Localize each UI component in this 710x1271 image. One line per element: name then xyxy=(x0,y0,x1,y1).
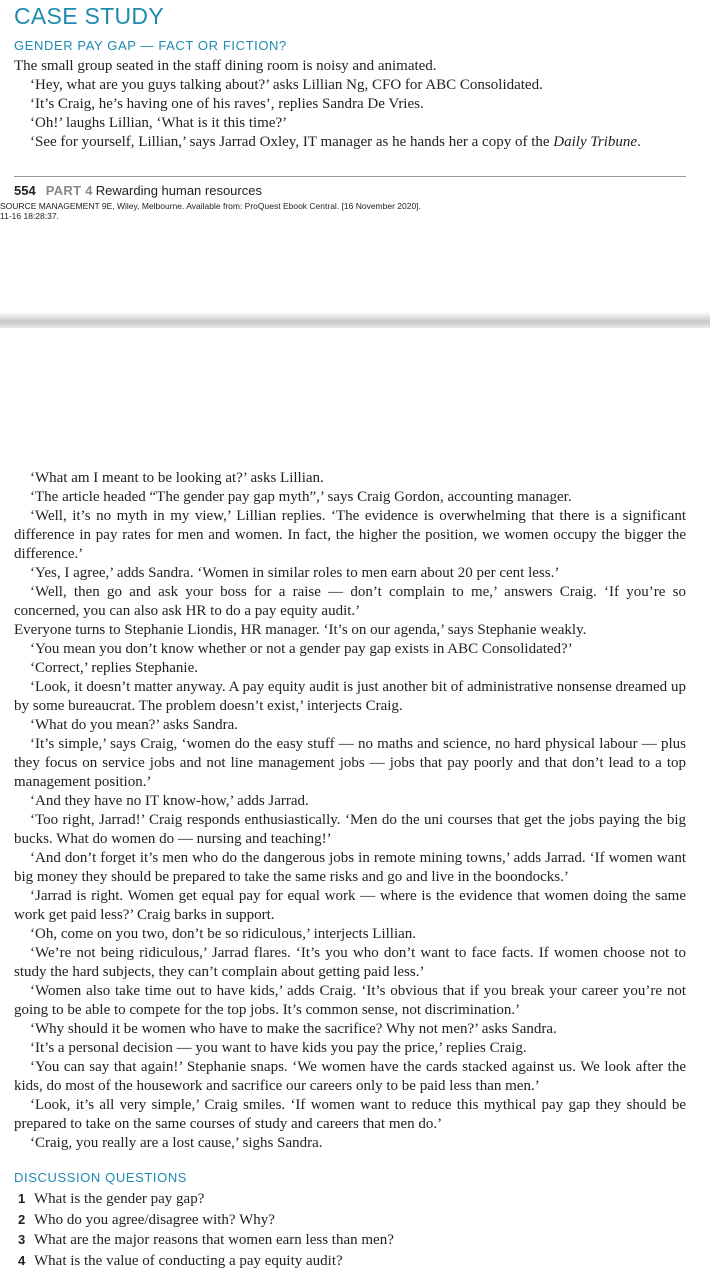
intro-paragraph: ‘Oh!’ laughs Lillian, ‘What is it this time?’ xyxy=(14,114,686,133)
part-label: PART 4 xyxy=(46,183,93,198)
story-paragraph: ‘It’s a personal decision — you want to have kids you pay the price,’ replies Craig. xyxy=(14,1039,686,1058)
story-paragraph: ‘What am I meant to be looking at?’ asks Lillian. xyxy=(14,469,686,488)
question-text: What is the gender pay gap? xyxy=(34,1191,204,1207)
story-paragraph: ‘Jarrad is right. Women get equal pay for equal work — where is the evidence that women doing the same work get paid less?’ Craig barks in support. xyxy=(14,887,686,925)
discussion-question xyxy=(18,1251,394,1271)
question-number: 2 xyxy=(18,1210,34,1230)
story-paragraph: ‘Oh, come on you two, don’t be so ridiculous,’ interjects Lillian. xyxy=(14,925,686,944)
story-paragraph: ‘Women also take time out to have kids,’ adds Craig. ‘It’s obvious that if you break your career you’re not going to be able to compete for the top jobs. It’s common sense, not discrimination.’ xyxy=(14,982,686,1020)
question-number: 3 xyxy=(18,1230,34,1250)
story-paragraph: ‘You can say that again!’ Stephanie snaps. ‘We women have the cards stacked against us. We look after the kids, do most of the housework and sacrifice our careers only to be paid less than men.’ xyxy=(14,1058,686,1096)
discussion-question xyxy=(18,1230,394,1251)
question-text: What is the value of conducting a pay equity audit? xyxy=(34,1253,343,1269)
page-footer xyxy=(14,183,262,198)
story-paragraph: ‘Look, it doesn’t matter anyway. A pay equity audit is just another bit of administrative nonsense dreamed up by some bureaucrat. The problem doesn’t exist,’ interjects Craig. xyxy=(14,678,686,716)
question-text: What are the major reasons that women earn less than men? xyxy=(34,1232,394,1248)
discussion-question-list xyxy=(18,1189,394,1271)
discussion-question xyxy=(18,1210,394,1231)
intro-paragraph: ‘It’s Craig, he’s having one of his raves’, replies Sandra De Vries. xyxy=(14,95,686,114)
story-paragraph: ‘It’s simple,’ says Craig, ‘women do the easy stuff — no maths and science, no hard physical labour — plus they focus on service jobs and not line management jobs — jobs that pay poorly and that don’t lead to a top management position.’ xyxy=(14,735,686,792)
story-paragraph: ‘Look, it’s all very simple,’ Craig smiles. ‘If women want to reduce this mythical pay gap they should be prepared to take on the same courses of study and careers that men do.’ xyxy=(14,1096,686,1134)
footer-rule xyxy=(14,176,686,177)
story-paragraph: Everyone turns to Stephanie Liondis, HR manager. ‘It’s on our agenda,’ says Stephanie weakly. xyxy=(14,621,686,640)
story-paragraph: ‘Well, then go and ask your boss for a raise — don’t complain to me,’ answers Craig. ‘If you’re so concerned, you can also ask HR to do a pay equity audit.’ xyxy=(14,583,686,621)
story-paragraph: ‘We’re not being ridiculous,’ Jarrad flares. ‘It’s you who don’t want to face facts. If women choose not to study the hard subjects, they can’t complain about getting paid less.’ xyxy=(14,944,686,982)
question-text: Who do you agree/disagree with? Why? xyxy=(34,1212,275,1228)
story-paragraph: ‘The article headed “The gender pay gap myth”,’ says Craig Gordon, accounting manager. xyxy=(14,488,686,507)
story-paragraph: ‘Too right, Jarrad!’ Craig responds enthusiastically. ‘Men do the uni courses that get the jobs paying the big bucks. What do women do — nursing and teaching!’ xyxy=(14,811,686,849)
story-paragraph: ‘Why should it be women who have to make the sacrifice? Why not men?’ asks Sandra. xyxy=(14,1020,686,1039)
discussion-heading: DISCUSSION QUESTIONS xyxy=(14,1170,187,1185)
intro-paragraph: The small group seated in the staff dining room is noisy and animated. xyxy=(14,57,686,76)
story-paragraph: ‘Craig, you really are a lost cause,’ sighs Sandra. xyxy=(14,1134,686,1153)
story-paragraph: ‘And they have no IT know-how,’ adds Jarrad. xyxy=(14,792,686,811)
newspaper-name: Daily Tribune xyxy=(553,134,637,150)
story-text xyxy=(14,469,686,1153)
story-paragraph: ‘Correct,’ replies Stephanie. xyxy=(14,659,686,678)
lower-page xyxy=(0,328,710,1267)
story-paragraph: ‘You mean you don’t know whether or not a gender pay gap exists in ABC Consolidated?’ xyxy=(14,640,686,659)
intro-period: . xyxy=(637,134,641,150)
question-number: 4 xyxy=(18,1251,34,1271)
story-paragraph: ‘Well, it’s no myth in my view,’ Lillian replies. ‘The evidence is overwhelming that there is a significant difference in pay rates for men and women. In fact, the higher the position, we women occupy the bigger the difference.’ xyxy=(14,507,686,564)
story-paragraph: ‘Yes, I agree,’ adds Sandra. ‘Women in similar roles to men earn about 20 per cent less.’ xyxy=(14,564,686,583)
upper-page xyxy=(0,0,710,312)
story-paragraph: ‘And don’t forget it’s men who do the dangerous jobs in remote mining towns,’ adds Jarrad. ‘If women want big money they should be prepared to take the same risks and go and live in the boondocks.’ xyxy=(14,849,686,887)
question-number: 1 xyxy=(18,1189,34,1209)
page-separator xyxy=(0,312,710,328)
intro-text xyxy=(14,57,686,152)
story-paragraph: ‘What do you mean?’ asks Sandra. xyxy=(14,716,686,735)
intro-paragraph xyxy=(14,133,686,152)
discussion-question xyxy=(18,1189,394,1210)
page-number: 554 xyxy=(14,183,36,198)
intro-text-span: ‘See for yourself, Lillian,’ says Jarrad Oxley, IT manager as he hands her a copy of the xyxy=(30,134,550,150)
citation-line: 11-16 18:28:37. xyxy=(0,211,59,221)
part-title: Rewarding human resources xyxy=(96,183,262,198)
intro-paragraph: ‘Hey, what are you guys talking about?’ asks Lillian Ng, CFO for ABC Consolidated. xyxy=(14,76,686,95)
case-study-title: CASE STUDY xyxy=(14,3,164,30)
citation-line: SOURCE MANAGEMENT 9E, Wiley, Melbourne. Available from: ProQuest Ebook Central. [16 November 2020]. xyxy=(0,201,421,211)
case-study-subtitle: GENDER PAY GAP — FACT OR FICTION? xyxy=(14,38,287,53)
